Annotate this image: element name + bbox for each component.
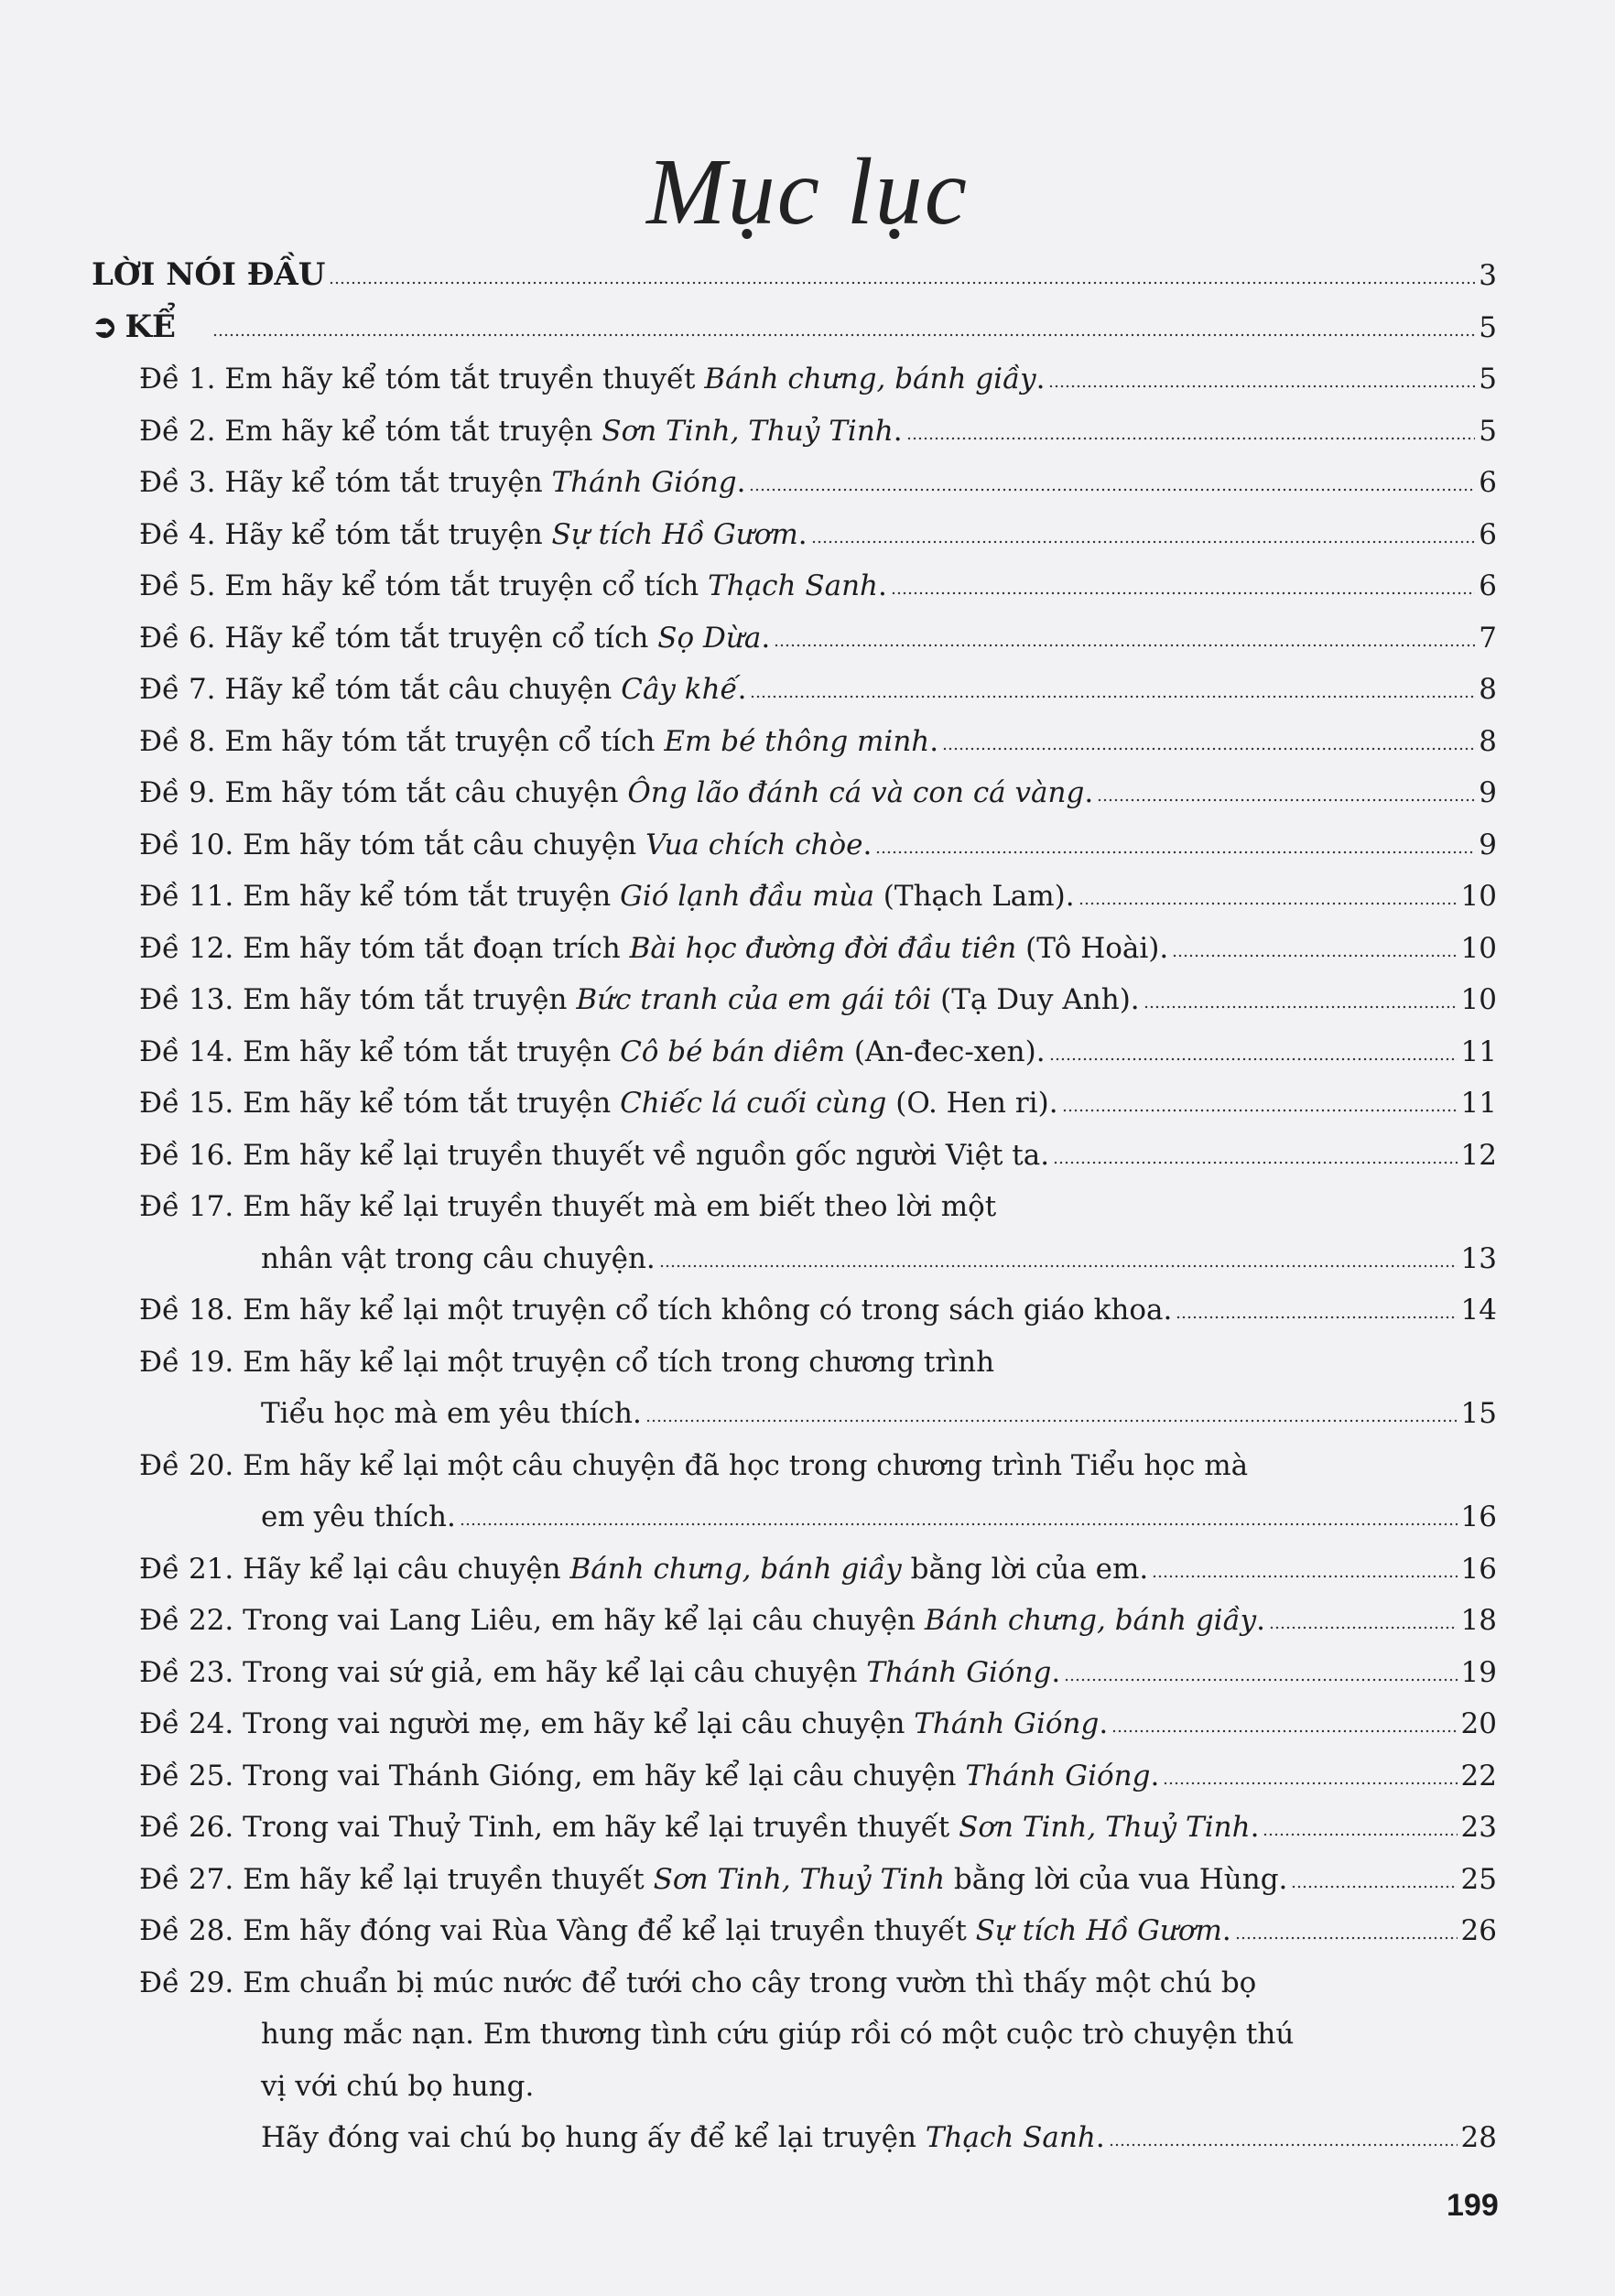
entry-text: . [1256,1604,1265,1637]
page-title: Mục lục [646,139,969,244]
page-ref: 18 [1460,1604,1497,1637]
entry-title-italic: Sơn Tinh, Thuỷ Tinh [959,1811,1251,1844]
toc-entry[interactable] [92,1181,1497,1233]
toc-entry[interactable] [92,1440,1497,1492]
entry-text: . [1084,776,1094,809]
entry-title-italic: Sọ Dừa [657,621,762,655]
entry-text: Đề 17. Em hãy kể lại truyền thuyết mà em biết theo lời một [139,1190,997,1223]
entry-title-italic: Thánh Gióng [965,1759,1151,1792]
entry-text: . [862,828,873,861]
entry-text: Đề 24. Trong vai người mẹ, em hãy kể lại câu chuyện [139,1707,915,1740]
toc-entry[interactable] [92,1078,1497,1130]
page-ref: 9 [1479,776,1497,809]
page-ref: 26 [1460,1914,1497,1947]
dot-leader [1172,954,1457,958]
entry-text: . [1150,1759,1160,1792]
entry-title-italic: Cây khế [621,673,738,706]
page-ref: 28 [1460,2121,1497,2154]
page-ref: 10 [1460,931,1497,965]
entry-text: Đề 19. Em hãy kể lại một truyện cổ tích trong chương trình [139,1345,995,1379]
dot-leader [749,488,1475,492]
entry-text: . [737,673,747,706]
entry-text: Đề 9. Em hãy tóm tắt câu chuyện [139,776,628,809]
toc-entry[interactable] [92,1026,1497,1078]
dot-leader [774,644,1475,647]
toc-entry[interactable] [92,1284,1497,1337]
entry-text: . [736,466,746,499]
dot-leader [750,695,1475,699]
entry-text: Đề 21. Hãy kể lại câu chuyện [139,1552,570,1586]
entry-title-italic: Bánh chưng, bánh giầy [569,1552,902,1586]
entry-title-italic: Sự tích Hồ Gươm [975,1914,1222,1947]
entry-text: (Tạ Duy Anh). [931,983,1140,1016]
page-ref: 9 [1479,828,1497,861]
section-label: LỜI NÓI ĐẦU [92,256,326,293]
toc-entry[interactable] [92,1647,1497,1699]
toc-entry[interactable] [92,716,1497,768]
dot-leader [1048,384,1475,388]
entry-title-italic: Em bé thông minh [664,724,930,758]
page-ref: 11 [1460,1034,1497,1068]
dot-leader [1152,1575,1457,1578]
toc-entry[interactable] [92,1802,1497,1854]
toc-entry[interactable] [92,1130,1497,1182]
toc-entry-continuation[interactable] [92,1388,1497,1440]
page-ref: 22 [1460,1759,1497,1792]
entry-text: . [1051,1655,1061,1689]
entry-text: Đề 16. Em hãy kể lại truyền thuyết về nguồn gốc người Việt ta. [139,1138,1050,1172]
toc-entry[interactable] [92,923,1497,975]
entry-text: Đề 20. Em hãy kể lại một câu chuyện đã học trong chương trình Tiểu học mà [139,1448,1249,1482]
entry-title-italic: Thánh Gióng [914,1707,1100,1740]
toc-section-preface[interactable] [92,249,1497,301]
dot-leader [1111,1729,1457,1733]
toc-entry[interactable] [92,406,1497,458]
toc-section-ke[interactable] [92,301,1497,353]
dot-leader [1097,798,1475,802]
entry-text: Đề 18. Em hãy kể lại một truyện cổ tích không có trong sách giáo khoa. [139,1294,1173,1327]
toc-entry[interactable] [92,819,1497,872]
dot-leader [645,1419,1458,1423]
dot-leader [1269,1626,1458,1630]
dot-leader [460,1522,1458,1526]
page-ref: 6 [1479,569,1497,602]
entry-text: Tiểu học mà em yêu thích. [261,1397,642,1430]
entry-text: . [1099,1707,1109,1740]
page-ref: 23 [1460,1811,1497,1844]
entry-text: . [1250,1811,1260,1844]
entry-title-italic: Bức tranh của em gái tôi [576,983,932,1016]
page-ref: 25 [1460,1862,1497,1896]
page-ref: 16 [1460,1552,1497,1586]
toc-entry[interactable] [92,1698,1497,1750]
entry-title-italic: Thạch Sanh [925,2121,1096,2154]
toc-entries [92,353,1497,2164]
entry-text: Đề 6. Hãy kể tóm tắt truyện cổ tích [139,621,658,655]
dot-leader [1235,1936,1458,1940]
toc-entry[interactable] [92,974,1497,1026]
section-label: KỂ [125,309,176,345]
dot-leader [1163,1782,1457,1785]
entry-text: Đề 28. Em hãy đóng vai Rùa Vàng để kể lại truyền thuyết [139,1914,976,1947]
page-ref: 6 [1479,466,1497,499]
entry-text: Đề 26. Trong vai Thuỷ Tinh, em hãy kể lại truyền thuyết [139,1811,959,1844]
entry-text: Đề 2. Em hãy kể tóm tắt truyện [139,414,602,448]
entry-text: Đề 27. Em hãy kể lại truyền thuyết [139,1862,654,1896]
page-number: 199 [1447,2188,1499,2223]
toc-entry[interactable] [92,560,1497,612]
entry-text: bằng lời của em. [901,1552,1149,1586]
entry-title-italic: Vua chích chòe [645,828,863,861]
entry-text: Đề 14. Em hãy kể tóm tắt truyện [139,1034,621,1068]
page-ref: 14 [1460,1294,1497,1327]
dot-leader [891,591,1475,595]
toc-entry[interactable] [92,1854,1497,1906]
dot-leader [906,437,1476,440]
entry-text: hung mắc nạn. Em thương tình cứu giúp rồi có một cuộc trò chuyện thú [261,2018,1295,2051]
toc-entry[interactable] [92,1337,1497,1389]
toc-entry[interactable] [92,1957,1497,2009]
entry-text: Đề 22. Trong vai Lang Liêu, em hãy kể lại câu chuyện [139,1604,925,1637]
dot-leader [1062,1109,1458,1112]
entry-text: Đề 5. Em hãy kể tóm tắt truyện cổ tích [139,569,709,602]
entry-title-italic: Sơn Tinh, Thuỷ Tinh [602,414,894,448]
entry-text: Đề 13. Em hãy tóm tắt truyện [139,983,577,1016]
arrow-icon: ➲ [92,309,118,345]
entry-text: Đề 29. Em chuẩn bị múc nước để tưới cho cây trong vườn thì thấy một chú bọ [139,1966,1257,1999]
dot-leader [329,281,1475,285]
entry-text: em yêu thích. [261,1500,456,1533]
toc-entry[interactable] [92,457,1497,509]
dot-leader [875,850,1475,854]
entry-text: . [893,414,903,448]
entry-title-italic: Bánh chưng, bánh giầy [924,1604,1257,1637]
page-ref: 11 [1460,1087,1497,1120]
page-ref: 16 [1460,1500,1497,1533]
page-ref: 8 [1479,673,1497,706]
toc-entry-continuation[interactable] [92,1491,1497,1543]
dot-leader [1109,2143,1458,2147]
page-ref: 13 [1460,1241,1497,1275]
page-ref: 20 [1460,1707,1497,1740]
entry-text: (Tô Hoài). [1016,931,1169,965]
entry-title-italic: Thạch Sanh [708,569,879,602]
toc-entry-continuation[interactable] [92,1233,1497,1285]
page-ref: 10 [1460,880,1497,913]
toc-entry-continuation[interactable] [92,2009,1497,2061]
entry-title-italic: Bài học đường đời đầu tiên [629,931,1017,965]
entry-title-italic: Thánh Gióng [551,466,737,499]
dot-leader [1053,1161,1458,1164]
toc-entry-continuation[interactable] [92,2061,1497,2113]
entry-text: Đề 15. Em hãy kể tóm tắt truyện [139,1087,621,1120]
entry-text: Đề 7. Hãy kể tóm tắt câu chuyện [139,673,622,706]
entry-text: . [1221,1914,1231,1947]
entry-text: (Thạch Lam). [873,880,1075,913]
dot-leader [659,1264,1458,1268]
entry-text: Đề 4. Hãy kể tóm tắt truyện [139,517,552,551]
dot-leader [942,747,1475,751]
toc-entry[interactable] [92,612,1497,665]
page-ref: 5 [1479,414,1497,448]
entry-title-italic: Chiếc lá cuối cùng [620,1087,887,1120]
entry-text: Đề 1. Em hãy kể tóm tắt truyền thuyết [139,363,705,395]
dot-leader [212,333,1475,337]
entry-text: Đề 3. Hãy kể tóm tắt truyện [139,466,552,499]
toc-entry[interactable] [92,1750,1497,1803]
toc-entry[interactable] [92,1595,1497,1647]
dot-leader [1263,1833,1457,1836]
page-ref: 7 [1479,621,1497,655]
entry-text: . [929,724,939,758]
table-of-contents [92,249,1497,2164]
entry-text: Đề 25. Trong vai Thánh Gióng, em hãy kể lại câu chuyện [139,1759,966,1792]
entry-text: (An-đec-xen). [845,1034,1046,1068]
entry-title-italic: Bánh chưng, bánh giầy [704,363,1036,395]
entry-title-italic: Gió lạnh đầu mùa [620,880,874,913]
dot-leader [1064,1678,1457,1682]
toc-entry[interactable] [92,871,1497,923]
entry-title-italic: Thánh Gióng [866,1655,1052,1689]
entry-title-italic: Sơn Tinh, Thuỷ Tinh [653,1862,946,1896]
entry-text: Đề 11. Em hãy kể tóm tắt truyện [139,880,621,913]
entry-text: nhân vật trong câu chuyện. [261,1241,656,1275]
entry-title-italic: Ông lão đánh cá và con cá vàng [627,776,1085,809]
page-ref: 5 [1479,363,1497,395]
entry-text: bằng lời của vua Hùng. [945,1862,1288,1896]
entry-text: Hãy đóng vai chú bọ hung ấy để kể lại truyện [261,2121,926,2154]
page-ref: 19 [1460,1655,1497,1689]
entry-title-italic: Sự tích Hồ Gươm [551,517,798,551]
toc-entry[interactable] [92,509,1497,561]
dot-leader [1291,1885,1457,1889]
dot-leader [1049,1057,1458,1061]
dot-leader [1176,1316,1457,1319]
entry-text: Đề 8. Em hãy tóm tắt truyện cổ tích [139,724,665,758]
entry-text: . [761,621,771,655]
toc-entry[interactable] [92,353,1497,406]
toc-entry[interactable] [92,1543,1497,1596]
page-ref: 3 [1479,259,1497,292]
page-ref: 6 [1479,517,1497,551]
entry-text: vị với chú bọ hung. [261,2069,535,2103]
entry-text: . [1095,2121,1105,2154]
toc-entry[interactable] [92,767,1497,819]
entry-title-italic: Cô bé bán diêm [620,1034,845,1068]
entry-text: Đề 10. Em hãy tóm tắt câu chuyện [139,828,646,861]
page-ref: 8 [1479,724,1497,758]
page-ref: 5 [1479,311,1497,344]
entry-text: Đề 12. Em hãy tóm tắt đoạn trích [139,931,630,965]
dot-leader [811,540,1476,544]
page-ref: 10 [1460,983,1497,1016]
page-ref: 15 [1460,1397,1497,1430]
dot-leader [1078,902,1458,905]
entry-text: . [878,569,887,602]
entry-text: Đề 23. Trong vai sứ giả, em hãy kể lại câu chuyện [139,1655,867,1689]
toc-entry[interactable] [92,1905,1497,1957]
entry-text: (O. Hen ri). [886,1087,1058,1120]
toc-entry[interactable] [92,664,1497,716]
entry-text: . [1035,363,1046,395]
page-ref: 12 [1460,1138,1497,1172]
dot-leader [1144,1005,1458,1009]
entry-text: . [797,517,808,551]
toc-entry-continuation[interactable] [92,2112,1497,2164]
